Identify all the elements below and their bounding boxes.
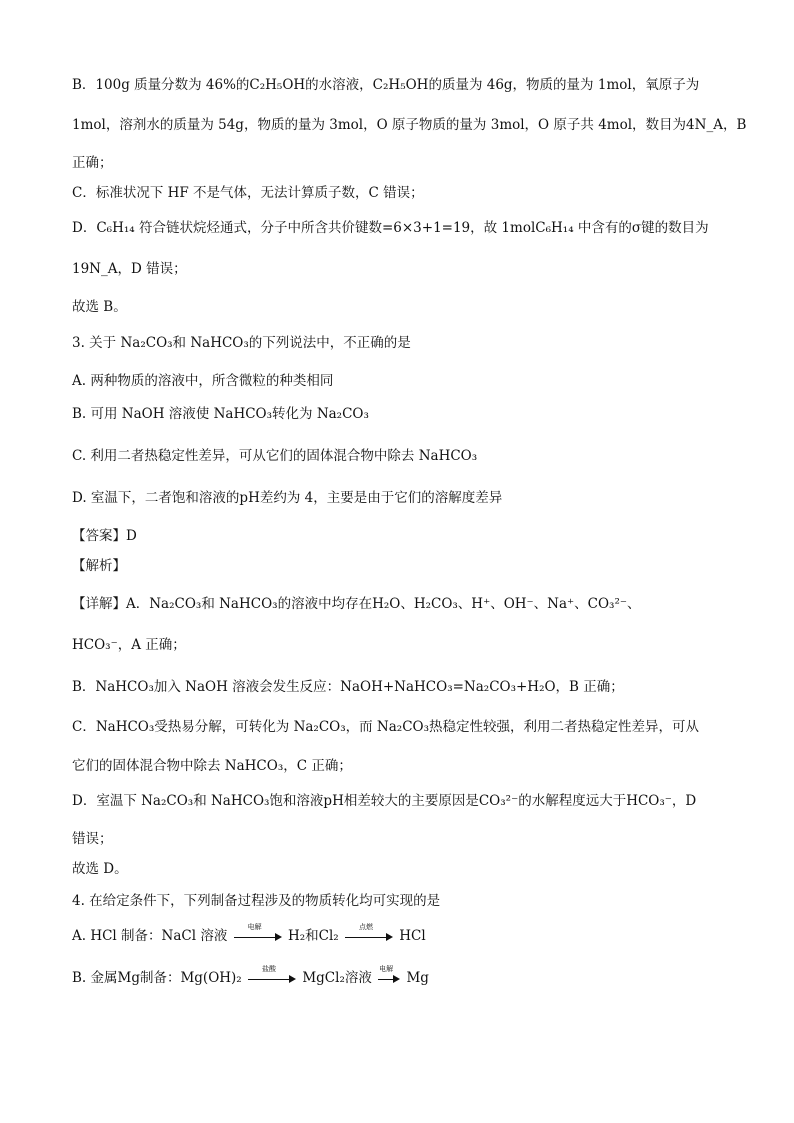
analysis-label: 【解析】 [72, 558, 126, 574]
arrow-condition: 电解 [379, 964, 394, 973]
detail-line: 故选 D。 [72, 861, 128, 877]
text-line: 故选 B。 [72, 299, 127, 315]
text-line: D．C₆H₁₄ 符合链状烷烃通式，分子中所含共价键数=6×3+1=19，故 1molC₆H₁₄ 中含有的σ键的数目为 [72, 220, 709, 236]
option-a-intermediate: H₂和Cl₂ [287, 928, 339, 944]
text-line: 1mol，溶剂水的质量为 54g，物质的量为 3mol，O 原子物质的量为 3mol，O 原子共 4mol，数目为4N_A，B [72, 117, 747, 133]
reaction-arrow [248, 964, 296, 985]
option-b-prefix: B. 金属Mg制备：Mg(OH)₂ [72, 970, 242, 986]
answer-value: D [126, 528, 137, 544]
detail-line: B．NaHCO₃加入 NaOH 溶液会发生反应：NaOH+NaHCO₃=Na₂CO₃+H₂O，B 正确； [72, 679, 624, 695]
text-line: 3. 关于 Na₂CO₃和 NaHCO₃的下列说法中，不正确的是 [72, 335, 411, 351]
text-line: D. 室温下，二者饱和溶液的pH差约为 4，主要是由于它们的溶解度差异 [72, 490, 503, 506]
text-line: B．100g 质量分数为 46%的C₂H₅OH的水溶液，C₂H₅OH的质量为 46g，物质的量为 1mol，氧原子为 [72, 77, 700, 93]
detail-line: HCO₃⁻，A 正确； [72, 637, 186, 653]
detail-line: C．NaHCO₃受热易分解，可转化为 Na₂CO₃，而 Na₂CO₃热稳定性较强，利用二者热稳定性差异，可从 [72, 719, 700, 735]
text-line: A. 两种物质的溶液中，所含微粒的种类相同 [72, 373, 334, 389]
arrow-condition: 电解 [247, 922, 262, 931]
reaction-arrow [378, 964, 400, 985]
text-line: 正确； [72, 155, 113, 171]
option-a-line [72, 922, 426, 945]
option-b-product: Mg [406, 970, 429, 986]
detail-line: 错误； [72, 831, 113, 847]
detail-line: 4. 在给定条件下，下列制备过程涉及的物质转化均可实现的是 [72, 893, 441, 909]
option-b-line [72, 964, 429, 987]
option-b-intermediate: MgCl₂溶液 [302, 970, 372, 986]
text-line: 19N_A，D 错误； [72, 261, 187, 277]
arrow-condition: 点燃 [358, 922, 373, 931]
option-a-prefix: A. HCl 制备：NaCl 溶液 [72, 928, 228, 944]
detail-line: 它们的固体混合物中除去 NaHCO₃，C 正确； [72, 758, 352, 774]
text-line: C. 利用二者热稳定性差异，可从它们的固体混合物中除去 NaHCO₃ [72, 448, 478, 464]
detail-line: 【详解】A．Na₂CO₃和 NaHCO₃的溶液中均存在H₂O、H₂CO₃、H⁺、OH⁻、Na⁺、CO₃²⁻、 [72, 596, 641, 612]
option-a-product: HCl [399, 928, 426, 944]
arrow-condition: 盐酸 [262, 964, 277, 973]
text-line: B. 可用 NaOH 溶液使 NaHCO₃转化为 Na₂CO₃ [72, 406, 369, 422]
answer-label: 【答案】 [72, 528, 126, 544]
detail-line: D．室温下 Na₂CO₃和 NaHCO₃饱和溶液pH相差较大的主要原因是CO₃²⁻的水解程度远大于HCO₃⁻，D [72, 793, 697, 809]
text-line: C．标准状况下 HF 不是气体，无法计算质子数，C 错误； [72, 185, 424, 201]
reaction-arrow [234, 922, 282, 943]
reaction-arrow [345, 922, 393, 943]
answer-line [72, 527, 137, 545]
